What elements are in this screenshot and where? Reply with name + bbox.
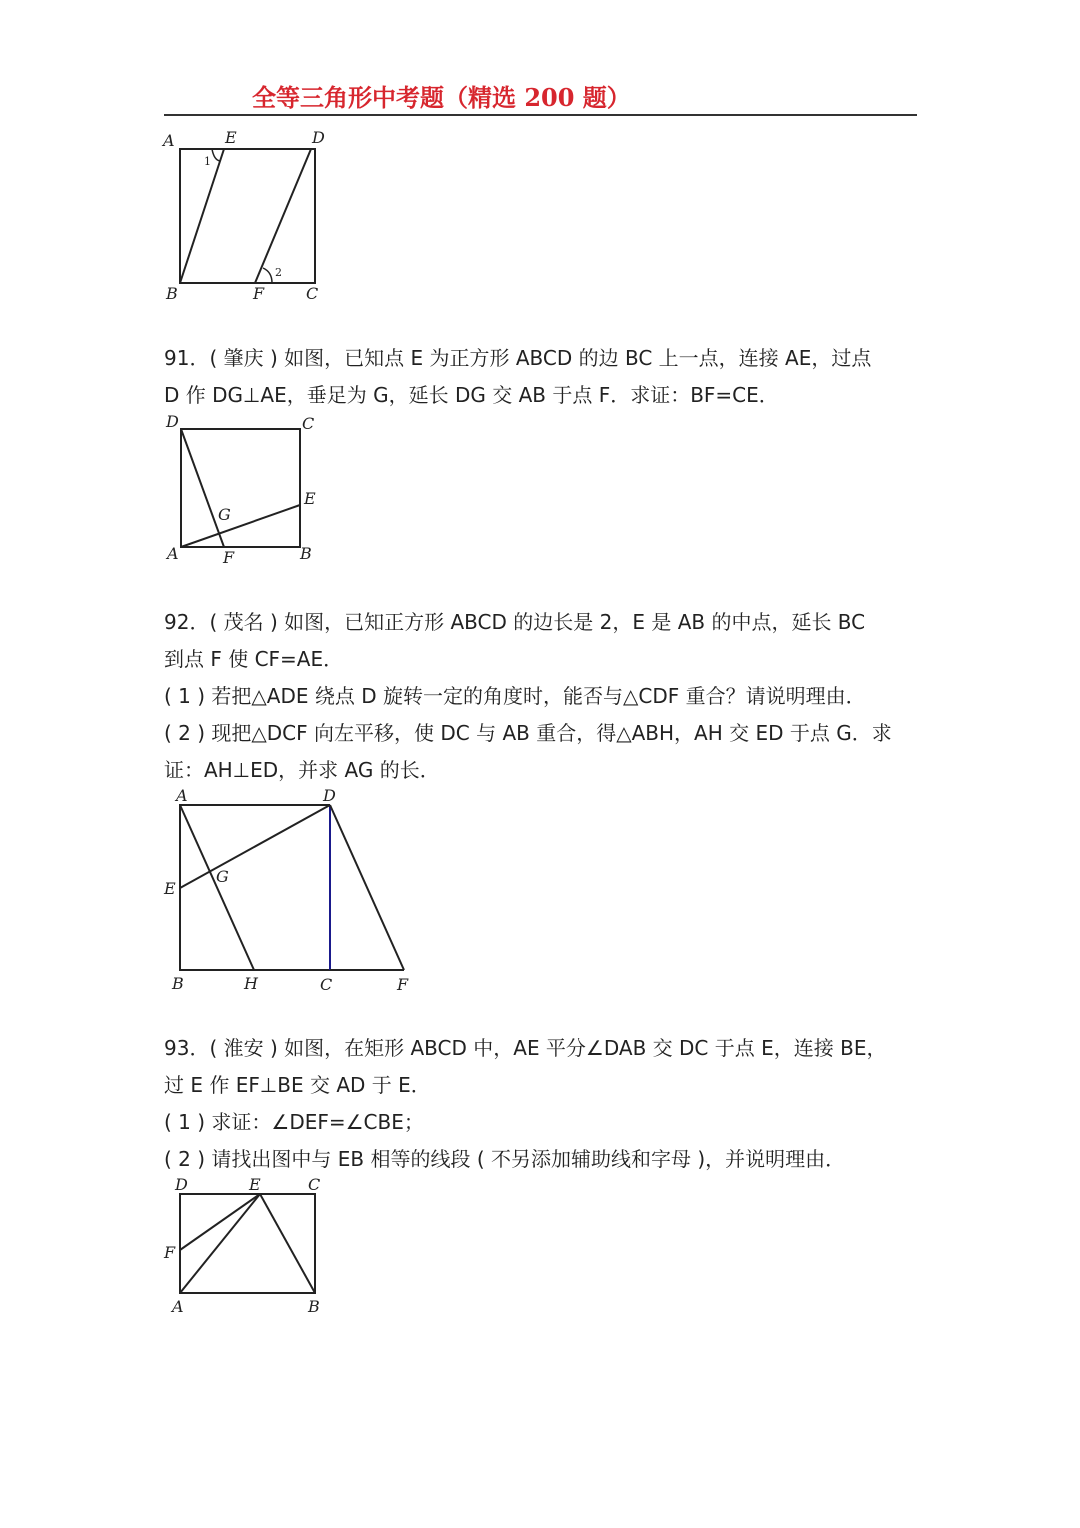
figure-91-segment-ae bbox=[181, 505, 300, 547]
figure-93-segment-ae bbox=[180, 1194, 260, 1293]
figure-93-label-e: E bbox=[249, 1175, 261, 1194]
figure-92-segment-ah bbox=[180, 805, 254, 970]
figure-90 bbox=[160, 126, 340, 306]
figure-90-label-c: C bbox=[306, 284, 319, 303]
figure-93 bbox=[160, 1172, 330, 1320]
problem-92-line-3: ( 1 ) 若把△ADE 绕点 D 旋转一定的角度时，能否与△CDF 重合？请说明理由． bbox=[164, 684, 866, 708]
figure-92-label-b: B bbox=[172, 974, 184, 993]
figure-91-label-f: F bbox=[223, 548, 235, 567]
problem-92-line-2: 到点 F 使 CF=AE． bbox=[164, 647, 344, 671]
figure-91-label-c: C bbox=[302, 414, 315, 433]
figure-90-label-f: F bbox=[253, 284, 265, 303]
figure-93-label-c: C bbox=[308, 1175, 321, 1194]
problem-93-line-2: 过 E 作 EF⊥BE 交 AD 于 E． bbox=[164, 1073, 431, 1097]
problem-91-line-2: D 作 DG⊥AE，垂足为 G，延长 DG 交 AB 于点 F．求证：BF=CE． bbox=[164, 383, 779, 407]
figure-90-rectangle bbox=[180, 149, 315, 283]
figure-92-label-e: E bbox=[164, 879, 176, 898]
figure-90-segment-fd bbox=[255, 149, 311, 283]
figure-90-label-b: B bbox=[166, 284, 178, 303]
figure-93-label-a: A bbox=[172, 1297, 184, 1316]
figure-90-angle2-arc bbox=[263, 268, 272, 283]
figure-92-segment-ed bbox=[180, 805, 330, 888]
figure-91 bbox=[160, 410, 330, 570]
figure-91-square bbox=[181, 429, 300, 547]
figure-90-angle1-arc bbox=[212, 149, 220, 161]
figure-90-label-a: A bbox=[163, 131, 175, 150]
figure-92-square-abcd bbox=[180, 805, 330, 970]
figure-92-label-d: D bbox=[323, 786, 336, 805]
figure-93-label-d: D bbox=[175, 1175, 188, 1194]
page-title: 全等三角形中考题（精选 200 题） bbox=[252, 83, 631, 112]
figure-92-segment-df bbox=[330, 805, 404, 970]
figure-91-label-b: B bbox=[300, 544, 312, 563]
figure-90-label-e: E bbox=[225, 128, 237, 147]
figure-92-label-c: C bbox=[320, 975, 333, 994]
problem-93-line-3: ( 1 ) 求证：∠DEF=∠CBE； bbox=[164, 1110, 424, 1134]
figure-93-segment-fe bbox=[180, 1194, 260, 1250]
figure-92 bbox=[160, 784, 420, 998]
figure-91-segment-df bbox=[181, 429, 224, 547]
figure-90-label-d: D bbox=[312, 128, 325, 147]
figure-92-label-a: A bbox=[176, 786, 188, 805]
figure-93-segment-be bbox=[260, 1194, 315, 1293]
figure-93-label-b: B bbox=[308, 1297, 320, 1316]
problem-93-line-1: 93．( 淮安 ) 如图，在矩形 ABCD 中，AE 平分∠DAB 交 DC 于点 E，连接 BE， bbox=[164, 1036, 887, 1060]
figure-91-label-a: A bbox=[167, 544, 179, 563]
page-header bbox=[164, 74, 917, 116]
problem-91-line-1: 91．( 肇庆 ) 如图，已知点 E 为正方形 ABCD 的边 BC 上一点，连接 AE，过点 bbox=[164, 346, 872, 370]
problem-92-line-1: 92．( 茂名 ) 如图，已知正方形 ABCD 的边长是 2，E 是 AB 的中点，延长 BC bbox=[164, 610, 866, 634]
figure-90-segment-be bbox=[180, 149, 224, 283]
problem-92-line-5: 证：AH⊥ED，并求 AG 的长． bbox=[164, 758, 440, 782]
figure-92-label-h: H bbox=[244, 974, 258, 993]
figure-90-label-angle2: 2 bbox=[275, 266, 282, 279]
problem-92-line-4: ( 2 ) 现把△DCF 向左平移，使 DC 与 AB 重合，得△ABH，AH 交 ED 于点 G．求 bbox=[164, 721, 892, 745]
figure-91-label-e: E bbox=[304, 489, 316, 508]
figure-91-label-d: D bbox=[166, 412, 179, 431]
figure-91-label-g: G bbox=[218, 505, 231, 524]
problem-93-line-4: ( 2 ) 请找出图中与 EB 相等的线段 ( 不另添加辅助线和字母 )，并说明理由． bbox=[164, 1147, 846, 1171]
figure-92-label-g: G bbox=[216, 867, 229, 886]
figure-92-label-f: F bbox=[397, 975, 409, 994]
figure-90-label-angle1: 1 bbox=[204, 155, 211, 168]
figure-93-label-f: F bbox=[164, 1243, 176, 1262]
